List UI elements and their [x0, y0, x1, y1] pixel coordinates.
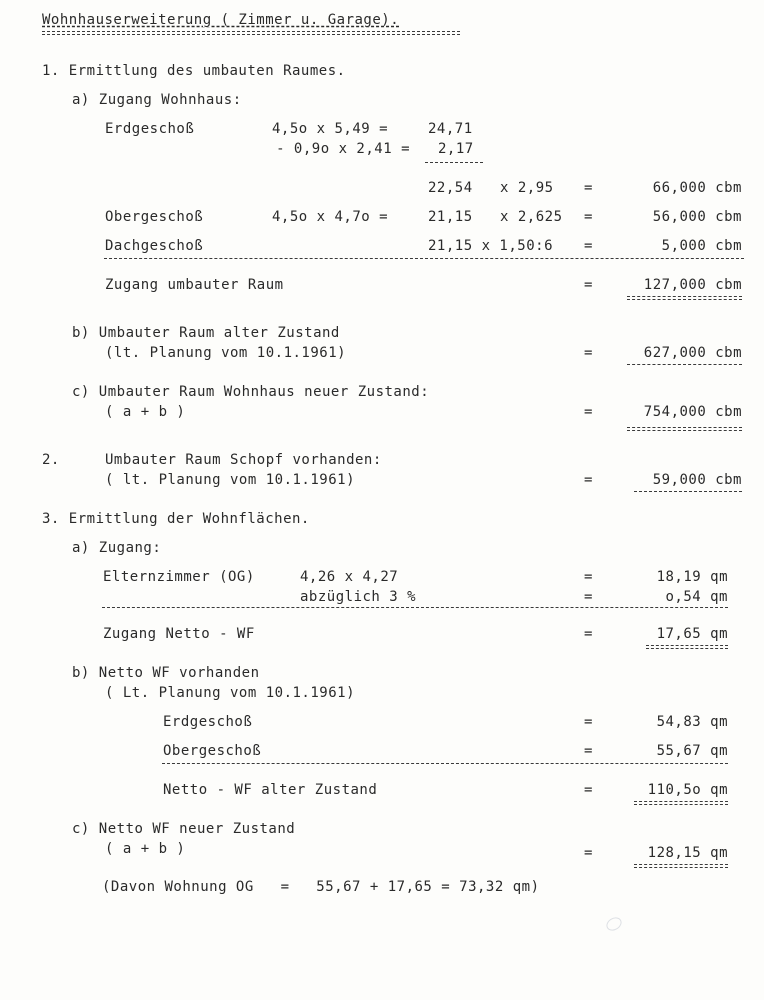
- section-1b-equals: =: [584, 345, 593, 361]
- og-multiplier: x 2,625: [500, 209, 563, 225]
- section-1c-line-2: ( a + b ): [105, 404, 186, 420]
- section-1a-heading: a) Zugang Wohnhaus:: [72, 92, 242, 108]
- zugang-netto-result: 17,65 qm: [656, 626, 728, 642]
- erd-calc-2: - 0,9o x 2,41 =: [276, 141, 410, 157]
- section-3c-result: 128,15 qm: [647, 845, 728, 861]
- wf-erd-label: Erdgeschoß: [163, 714, 253, 730]
- zugang-netto-double-rule: [646, 645, 728, 649]
- erd-value-1: 24,71: [428, 121, 473, 137]
- section-2-line-2: ( lt. Planung vom 10.1.1961): [105, 472, 356, 488]
- zugang-netto-label: Zugang Netto - WF: [103, 626, 255, 642]
- wf-og-result: 55,67 qm: [656, 743, 728, 759]
- section-1c-equals: =: [584, 404, 593, 420]
- erd-subtotal: 22,54: [428, 180, 473, 196]
- section-3a-rule: [102, 607, 728, 608]
- section-2-number: 2.: [42, 452, 60, 468]
- og-label: Obergeschoß: [105, 209, 204, 225]
- section-1b-result: 627,000 cbm: [643, 345, 742, 361]
- dg-equals: =: [584, 238, 593, 254]
- zugang-result: 127,000 cbm: [643, 277, 742, 293]
- dg-result: 5,000 cbm: [661, 238, 742, 254]
- erd-calc-1: 4,5o x 5,49 =: [272, 121, 389, 137]
- wf-og-label: Obergeschoß: [163, 743, 262, 759]
- eltern-result: 18,19 qm: [656, 569, 728, 585]
- og-value: 21,15: [428, 209, 473, 225]
- section-1b-line-1: b) Umbauter Raum alter Zustand: [72, 325, 340, 341]
- erd-equals: =: [584, 180, 593, 196]
- zugang-double-rule: [627, 296, 742, 300]
- og-equals: =: [584, 209, 593, 225]
- section-1b-rule: [627, 364, 742, 365]
- section-2-rule: [634, 491, 742, 492]
- section-3b-rule: [162, 763, 728, 764]
- title-underline: [42, 31, 460, 35]
- section-3c-equals: =: [584, 845, 593, 861]
- page-title: Wohnhauserweiterung ( Zimmer u. Garage).: [42, 12, 400, 28]
- wf-alt-label: Netto - WF alter Zustand: [163, 782, 378, 798]
- section-2-line-1: Umbauter Raum Schopf vorhanden:: [105, 452, 382, 468]
- erd-value-2: 2,17: [438, 141, 474, 157]
- wf-alt-equals: =: [584, 782, 593, 798]
- wf-erd-equals: =: [584, 714, 593, 730]
- paper-smudge: [604, 915, 624, 933]
- erd-multiplier: x 2,95: [500, 180, 554, 196]
- erd-result: 66,000 cbm: [652, 180, 742, 196]
- section-3a-heading: a) Zugang:: [72, 540, 162, 556]
- zugang-label: Zugang umbauter Raum: [105, 277, 284, 293]
- wf-og-equals: =: [584, 743, 593, 759]
- section-3b-line-1: b) Netto WF vorhanden: [72, 665, 260, 681]
- wf-erd-result: 54,83 qm: [656, 714, 728, 730]
- section-3c-line-2: ( a + b ): [105, 841, 186, 857]
- og-calc: 4,5o x 4,7o =: [272, 209, 389, 225]
- dg-label: Dachgeschoß: [105, 238, 204, 254]
- abzug-equals: =: [584, 589, 593, 605]
- section-2-equals: =: [584, 472, 593, 488]
- eltern-calc: 4,26 x 4,27: [300, 569, 399, 585]
- wf-alt-result: 110,5o qm: [647, 782, 728, 798]
- section-3b-line-2: ( Lt. Planung vom 10.1.1961): [105, 685, 356, 701]
- abzug-label: abzüglich 3 %: [300, 589, 417, 605]
- wf-alt-double-rule: [634, 801, 728, 805]
- abzug-result: o,54 qm: [665, 589, 728, 605]
- erd-label: Erdgeschoß: [105, 121, 195, 137]
- section-3c-line-1: c) Netto WF neuer Zustand: [72, 821, 296, 837]
- section-1c-result: 754,000 cbm: [643, 404, 742, 420]
- section-1-heading: 1. Ermittlung des umbauten Raumes.: [42, 63, 346, 79]
- dg-value: 21,15 x 1,50:6: [428, 238, 554, 254]
- eltern-label: Elternzimmer (OG): [103, 569, 255, 585]
- section-2-result: 59,000 cbm: [652, 472, 742, 488]
- zugang-netto-equals: =: [584, 626, 593, 642]
- section-1c-line-1: c) Umbauter Raum Wohnhaus neuer Zustand:: [72, 384, 430, 400]
- og-result: 56,000 cbm: [652, 209, 742, 225]
- subtotal-rule: [425, 162, 483, 163]
- eltern-equals: =: [584, 569, 593, 585]
- wohnung-og-note: (Davon Wohnung OG = 55,67 + 17,65 = 73,32 qm): [102, 879, 540, 895]
- section-1c-double-rule: [627, 427, 742, 431]
- section-1b-line-2: (lt. Planung vom 10.1.1961): [105, 345, 347, 361]
- section-3-heading: 3. Ermittlung der Wohnflächen.: [42, 511, 310, 527]
- section-1a-rule: [104, 258, 744, 259]
- zugang-equals: =: [584, 277, 593, 293]
- section-3c-double-rule: [634, 864, 728, 868]
